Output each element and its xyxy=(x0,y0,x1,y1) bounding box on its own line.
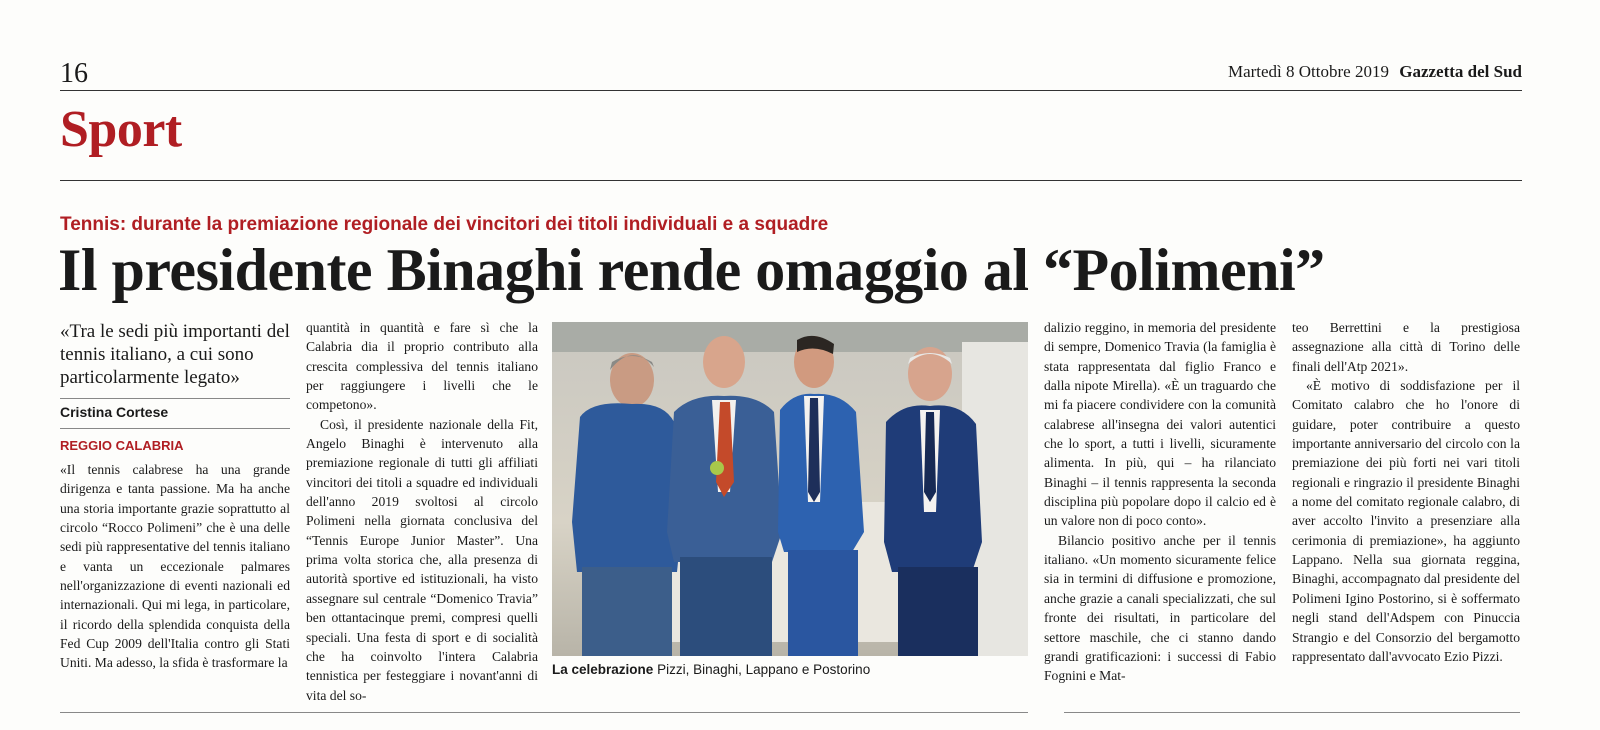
article-column-1 xyxy=(60,460,290,673)
newspaper-name: Gazzetta del Sud xyxy=(1399,62,1522,81)
article-headline: Il presidente Binaghi rende omaggio al “Polimeni” xyxy=(58,237,1325,303)
paragraph: Così, il presidente nazionale della Fit, Angelo Binaghi è intervenuto alla premiazione regionale di tutti gli affiliati vincitori dei titoli a squadre ed individuali dell'anno 2019 svoltosi al circolo Polimeni nella giornata conclusiva del “Tennis Europe Junior Master”. Una prima volta storica che, alla presenza di autorità sportive ed istituzionali, ha visto assegnare sul centrale “Domenico Travia” ben ottantacinque premi, compresi quelli speciali. Una festa di sport e di socialità che ha coinvolto l'intera Calabria tennistica per festeggiare i novant'anni di vita del so- xyxy=(306,416,538,703)
photo-four-men-ceremony xyxy=(552,322,1028,656)
pull-quote: «Tra le sedi più importanti del tennis italiano, a cui sono particolarmente legato» xyxy=(60,321,290,388)
article-kicker: Tennis: durante la premiazione regionale dei vincitori dei titoli individuali e a squadre xyxy=(60,214,829,235)
issue-date: Martedì 8 Ottobre 2019 xyxy=(1227,62,1389,81)
section-rule xyxy=(60,180,1522,181)
page-number: 16 xyxy=(60,58,88,89)
footer-rule-left xyxy=(60,712,1028,713)
page-header xyxy=(1228,62,1522,82)
byline: Cristina Cortese xyxy=(60,404,169,420)
paragraph: «Il tennis calabrese ha una grande dirigenza e tanta passione. Ma ha anche una storia importante grazie soprattutto al circolo “Rocco Polimeni” che è una delle sedi più rappresentative del tennis italiano e vanta un eccezionale palmares nell'organizzazione di eventi nazionali ed internazionali. Qui mi lega, in particolare, il ricordo della splendida conquista della Fed Cup 2009 dell'Italia contro gli Stati Uniti. Ma adesso, la sfida è trasformare la xyxy=(60,462,290,671)
quote-rule xyxy=(60,398,290,399)
caption-label: La celebrazione xyxy=(552,662,654,677)
article-column-2 xyxy=(306,318,538,705)
dateline: REGGIO CALABRIA xyxy=(60,438,184,453)
photo-caption xyxy=(552,662,870,677)
paragraph: «È motivo di soddisfazione per il Comitato calabro che ho l'onore di guidare, poter contribuire a questo importante anniversario del circolo con la premiazione dei più forti nei vari titoli regionali e ringrazio il presidente Binaghi a nome del comitato regionale calabro, di aver accolto l'invito a presenziare alla cerimonia di premiazione», ha aggiunto Lappano. Nella sua giornata reggina, Binaghi, accompagnato dal presidente del Polimeni Igino Postorino, si è soffermato negli stand dell'Adspem con Pinuccia Strangio e del Consorzio del bergamotto rappresentato dall'avvocato Ezio Pizzi. xyxy=(1292,378,1520,664)
article-column-4 xyxy=(1292,318,1520,666)
footer-rule-right xyxy=(1064,712,1520,713)
article-photo xyxy=(552,322,1028,656)
paragraph: teo Berrettini e la prestigiosa assegnazione alla città di Torino delle finali dell'Atp 2021». xyxy=(1292,320,1520,374)
caption-text: Pizzi, Binaghi, Lappano e Postorino xyxy=(657,662,871,677)
article-column-3 xyxy=(1044,318,1276,686)
section-title: Sport xyxy=(60,101,182,158)
paragraph: dalizio reggino, in memoria del presidente di sempre, Domenico Travia (la famiglia è stata rappresentata dal figlio Franco e dalla nipote Mirella). «È un traguardo che mi fa piacere condividere con la comunità calabrese all'insegna dei valori autentici che lo sport, a tutti i livelli, sicuramente alimenta. In più, qui – ha rilanciato Binaghi – il tennis rappresenta la seconda disciplina più popolare dopo il calcio ed è un valore non di poco conto». xyxy=(1044,320,1276,529)
paragraph: quantità in quantità e fare sì che la Calabria dia il proprio contributo alla crescita complessiva del tennis italiano per raggiungere i livelli che le competono». xyxy=(306,320,538,413)
paragraph: Bilancio positivo anche per il tennis italiano. «Un momento sicuramente felice sia in termini di diffusione e promozione, anche grazie a canali specializzati, che sul fronte dei risultati, in particolare del settore maschile, che ci stanno dando grandi gratificazioni: i successi di Fabio Fognini e Mat- xyxy=(1044,532,1276,684)
byline-rule xyxy=(60,428,290,429)
header-rule xyxy=(60,90,1522,91)
